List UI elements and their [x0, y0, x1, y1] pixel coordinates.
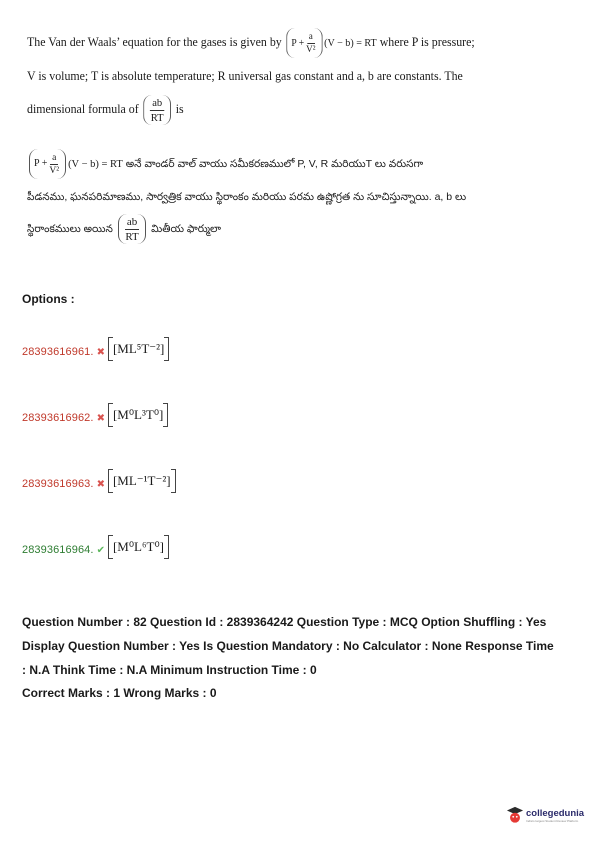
eq-rest: (V − b) = RT: [68, 159, 123, 170]
question-text: మితీయ ఫార్ములా: [151, 223, 222, 235]
cross-icon: ✖: [96, 413, 105, 424]
question-metadata: [22, 610, 582, 682]
question-text: where P is pressure;: [379, 35, 475, 49]
option-id: 28393616961.: [22, 346, 94, 358]
frac-num: ab: [152, 96, 163, 109]
graduate-mascot-icon: [506, 806, 524, 824]
option-id: 28393616962.: [22, 412, 94, 424]
brand-name: collegedunia: [526, 807, 585, 819]
meta-line-2: Display Question Number : Yes Is Question Mandatory : No Calculator : None Response Time: [22, 639, 554, 653]
frac-den: RT: [125, 230, 139, 243]
question-line-1: [27, 26, 475, 60]
frac-den: V²: [306, 44, 316, 55]
meta-line-1: Question Number : 82 Question Id : 2839364242 Question Type : MCQ Option Shuffling : Yes: [22, 615, 547, 629]
ab-over-rt-term: [118, 214, 146, 244]
a-over-v2-fraction: [306, 31, 315, 56]
marks-info: Correct Marks : 1 Wrong Marks : 0: [22, 686, 217, 700]
meta-line-3: : N.A Think Time : N.A Minimum Instruction Time : 0: [22, 663, 317, 677]
frac-num: a: [52, 152, 57, 163]
frac-den: RT: [150, 111, 164, 124]
collegedunia-logo: [506, 806, 584, 824]
option-formula: [M⁰L⁶T⁰]: [108, 535, 169, 559]
ab-over-rt-term: [144, 95, 171, 125]
option-id: 28393616964.: [22, 544, 94, 556]
option-1[interactable]: [22, 318, 169, 358]
pressure-term: [287, 28, 323, 58]
option-formula: [M⁰L³T⁰]: [108, 403, 168, 427]
question-text: dimensional formula of: [27, 102, 139, 116]
a-over-v2-fraction: [49, 152, 59, 177]
eq-rest: (V − b) = RT: [324, 38, 377, 49]
frac-num: a: [308, 31, 313, 42]
telugu-line-3: [27, 213, 457, 245]
telugu-line-2: పీడనము, ఘనపరిమాణము, సార్వత్రిక వాయు స్థిరాంకం మరియు పరమ ఉష్ణోగ్రత ను సూచిస్తున్నాయి. a, b లు: [27, 191, 467, 203]
question-english: [27, 26, 475, 126]
pressure-term: [29, 149, 66, 179]
options-label: Options :: [22, 292, 75, 306]
option-formula: [ML⁵T⁻²]: [108, 337, 169, 361]
question-text: The Van der Waals’ equation for the gases is given by: [27, 35, 282, 49]
question-line-3: [27, 93, 440, 126]
eq-p: P +: [291, 37, 305, 49]
brand-tagline: India's largest Student Review Platform: [526, 818, 579, 823]
option-id: 28393616963.: [22, 478, 94, 490]
question-text: is: [175, 102, 184, 116]
ab-over-rt-fraction: [125, 215, 139, 244]
cross-icon: ✖: [96, 347, 105, 358]
eq-p: P +: [34, 158, 48, 170]
question-telugu: [27, 148, 467, 245]
frac-num: ab: [126, 215, 138, 228]
telugu-line-1: [27, 148, 457, 181]
option-formula: [ML⁻¹T⁻²]: [108, 469, 176, 493]
cross-icon: ✖: [96, 479, 105, 490]
frac-den: V²: [49, 165, 60, 176]
question-line-2: V is volume; T is absolute temperature; R universal gas constant and a, b are constants. The: [27, 69, 463, 83]
question-text: అనే వాండర్ వాల్ వాయు సమీకరణములో P, V, R మరియుT లు వరుసగా: [125, 158, 424, 170]
check-icon: ✔: [96, 545, 105, 556]
question-text: స్థిరాంకములు అయిన: [27, 223, 113, 235]
ab-over-rt-fraction: [150, 96, 164, 125]
option-4[interactable]: [22, 516, 169, 556]
option-2[interactable]: [22, 384, 168, 424]
option-3[interactable]: [22, 450, 176, 490]
